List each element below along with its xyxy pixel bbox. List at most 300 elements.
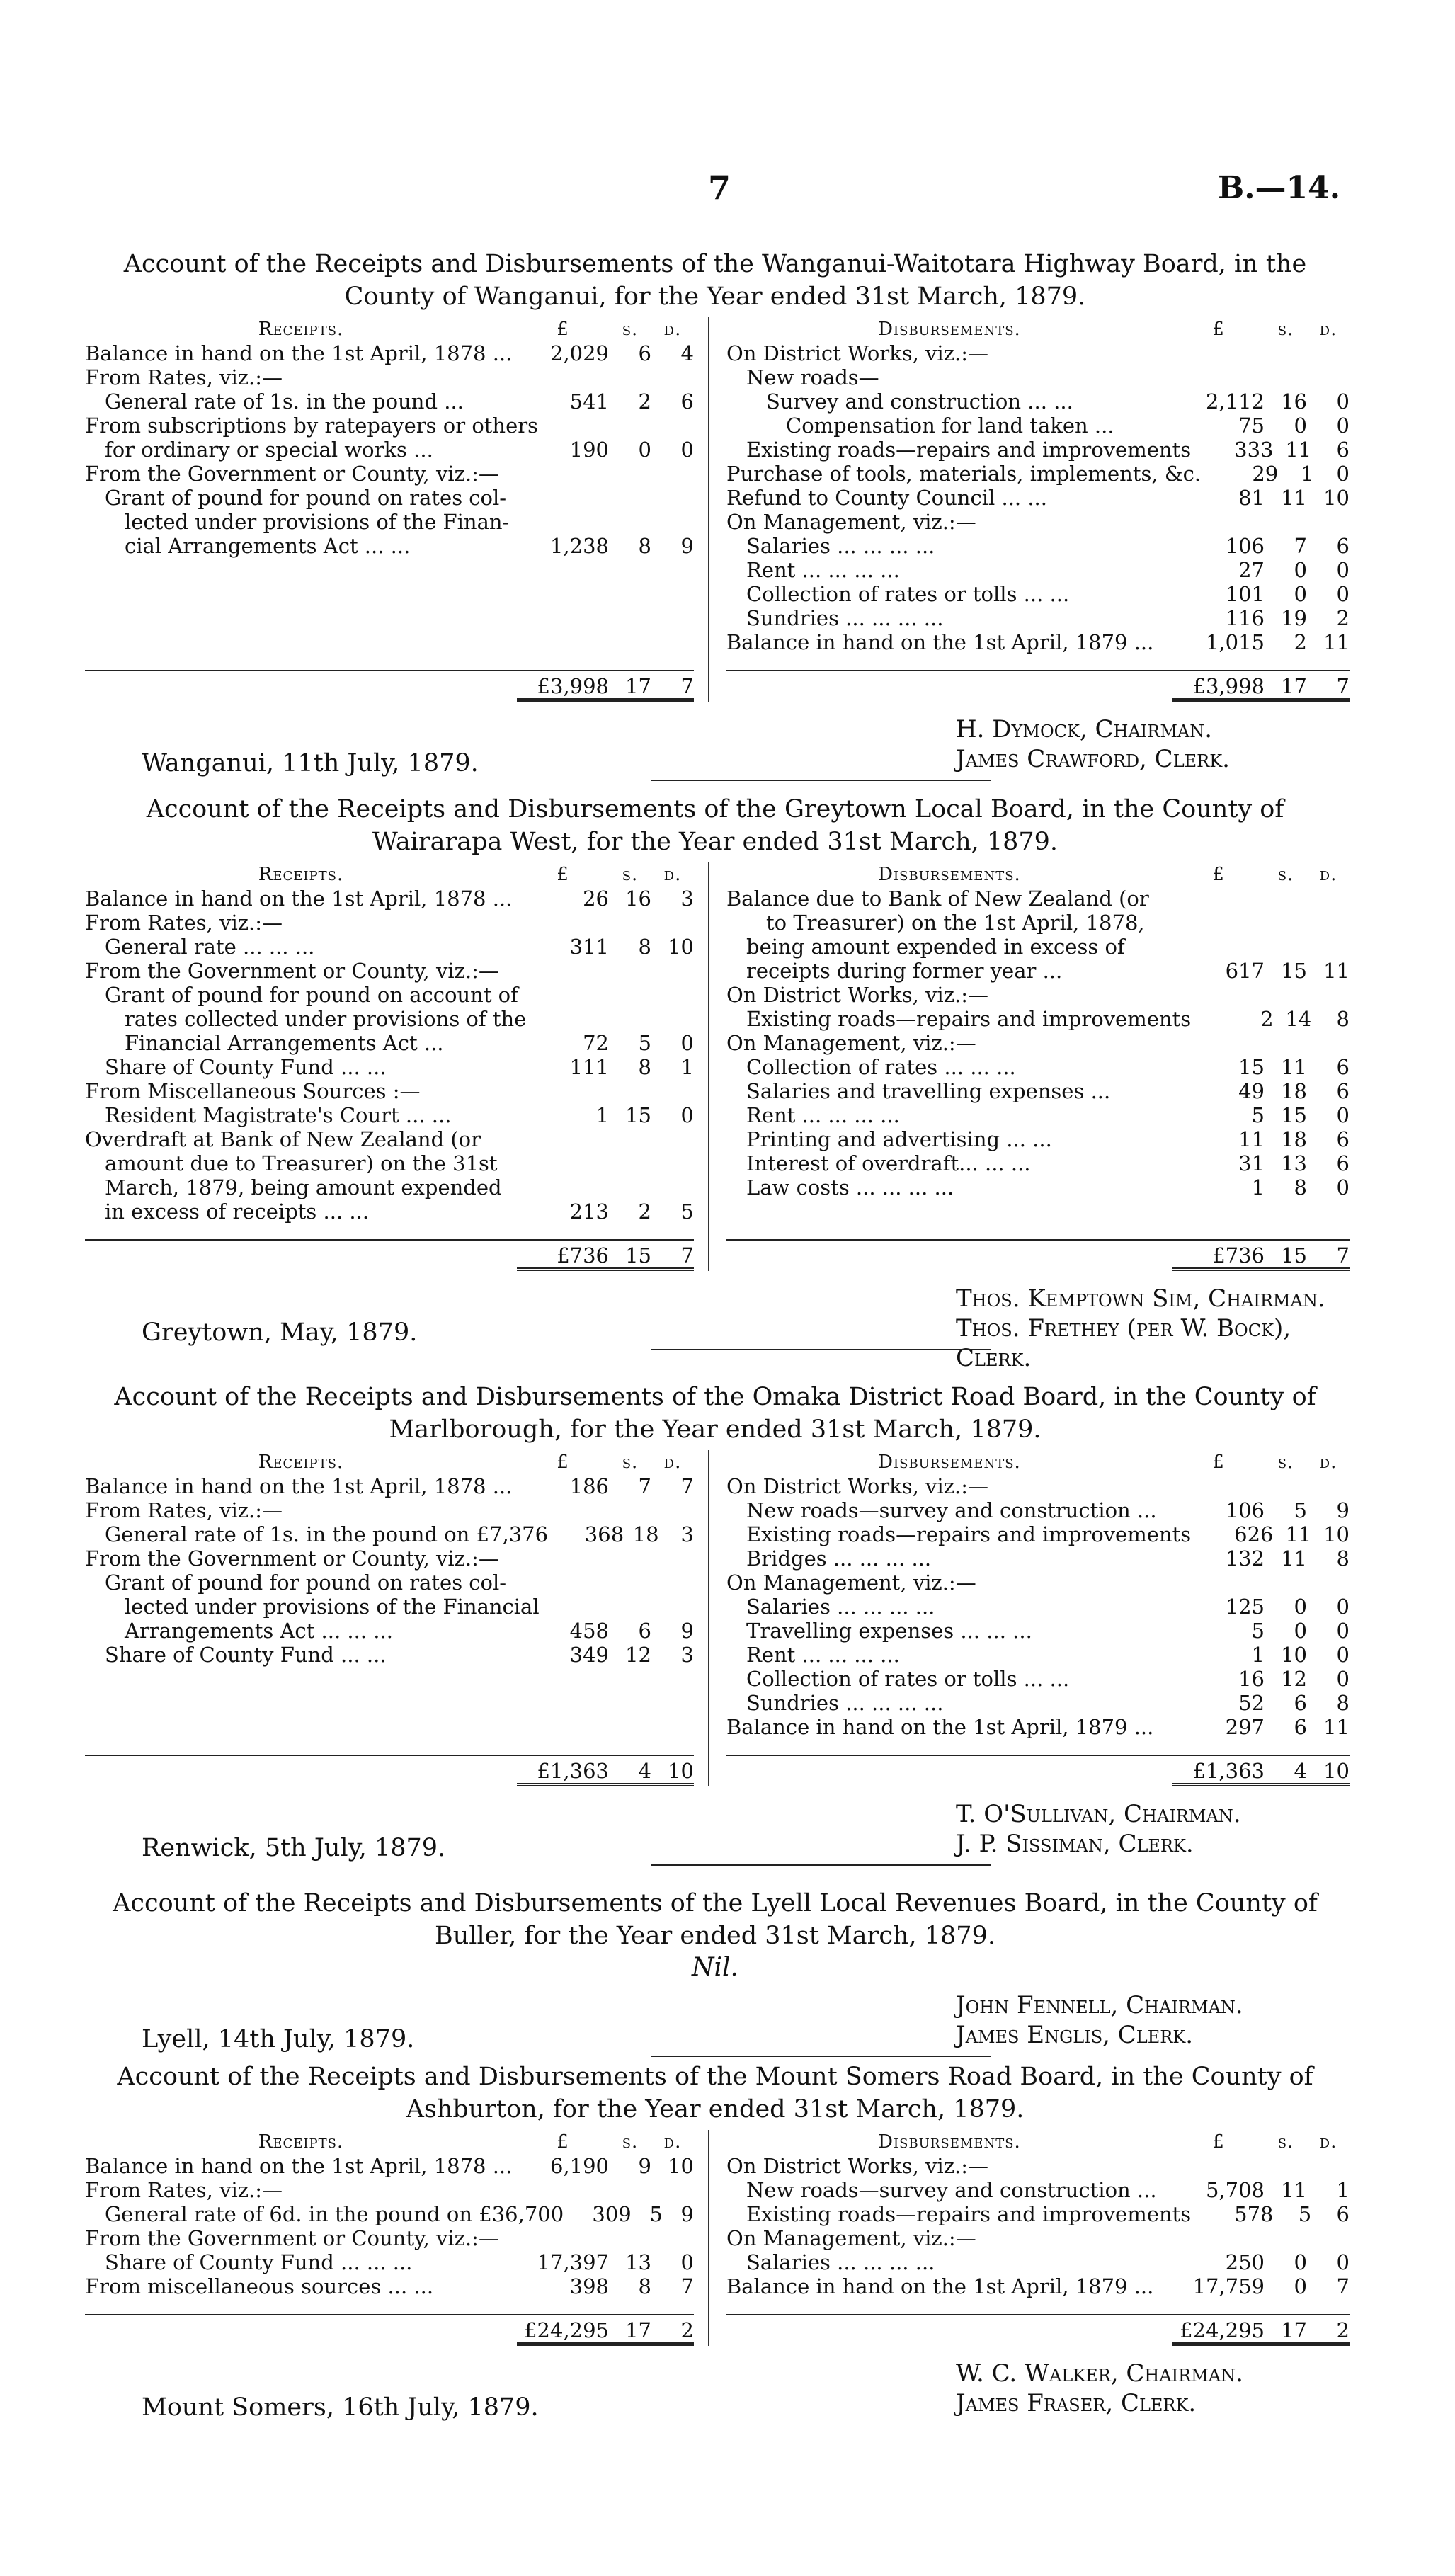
- shillings-value: 5: [638, 1031, 651, 1055]
- receipts-description: Share of County Fund ... ... ...: [105, 2250, 413, 2274]
- shillings-value: [1265, 887, 1307, 911]
- account-columns: [85, 2130, 1350, 2346]
- receipts-row: [85, 341, 694, 365]
- total-spacer: [726, 1759, 1172, 1786]
- disbursements-row: [726, 510, 1350, 534]
- total-pounds: £736: [1212, 1243, 1265, 1267]
- place-and-date: Lyell, 14th July, 1879.: [142, 2025, 415, 2053]
- pence-value: 10: [668, 2154, 694, 2178]
- total-values: [517, 1243, 694, 1271]
- disbursements-row: [726, 438, 1350, 462]
- disbursements-row: [726, 1007, 1350, 1031]
- disbursements-row: [726, 2250, 1350, 2274]
- chairman-signature: W. C. Walker, Chairman.: [956, 2359, 1243, 2388]
- receipts-header: [85, 862, 694, 887]
- disbursements-header-label: Disbursements.: [878, 2131, 1021, 2153]
- shillings-value: 11: [1281, 486, 1307, 510]
- disbursements-row: [726, 1643, 1350, 1667]
- pence-value: 4: [680, 341, 694, 365]
- pounds-value: 6,190: [549, 2154, 609, 2178]
- shillings-value: 11: [1285, 1522, 1312, 1546]
- shillings-value: [1265, 935, 1307, 959]
- disbursements-row: [726, 1595, 1350, 1619]
- shillings-value: [609, 911, 651, 935]
- pence-value: 9: [680, 534, 694, 558]
- total-shillings: 4: [1294, 1759, 1307, 1783]
- disbursements-description: Existing roads—repairs and improvements: [746, 1522, 1192, 1546]
- shillings-value: 6: [1294, 1691, 1307, 1715]
- receipts-row: [85, 1031, 694, 1055]
- receipts-description: Balance in hand on the 1st April, 1878 ...: [85, 887, 513, 911]
- place-and-date: Greytown, May, 1879.: [142, 1318, 418, 1347]
- disbursements-description: Salaries ... ... ... ...: [746, 534, 935, 558]
- place-and-date: Wanganui, 11th July, 1879.: [142, 749, 479, 777]
- receipts-row: [85, 1498, 694, 1522]
- pounds-value: [1172, 1031, 1265, 1055]
- shillings-value: [609, 486, 651, 510]
- shillings-value: [609, 1079, 651, 1103]
- pounds-value: [1172, 983, 1265, 1007]
- pounds-value: 190: [569, 438, 609, 462]
- disbursements-row: [726, 462, 1350, 486]
- pence-value: [651, 486, 694, 510]
- pounds-value: [517, 1079, 609, 1103]
- disbursements-row: [726, 365, 1350, 389]
- disbursements-description: On District Works, viz.:—: [726, 2154, 988, 2178]
- disbursements-row: [726, 1103, 1350, 1127]
- pounds-value: 17,759: [1192, 2274, 1265, 2298]
- pence-value: [651, 2178, 694, 2202]
- pence-value: 0: [1336, 389, 1350, 414]
- pounds-header: £: [557, 864, 569, 885]
- pounds-value: 1,238: [549, 534, 609, 558]
- account-title: Account of the Receipts and Disbursements of the Lyell Local Revenues Board, in the County of Buller, for the Year ended 31st March, 1879.: [113, 1889, 1318, 1950]
- signature-block: [85, 1990, 1345, 2058]
- receipts-description: From Rates, viz.:—: [85, 365, 283, 389]
- total-pounds: £1,363: [537, 1759, 609, 1783]
- pence-value: 6: [1336, 2202, 1350, 2226]
- disbursements-row: [726, 1175, 1350, 1199]
- shillings-value: 0: [1294, 582, 1307, 606]
- shillings-value: [609, 1175, 651, 1199]
- total-pence: 7: [1336, 1243, 1350, 1267]
- total-spacer: [85, 2318, 517, 2346]
- total-pounds: £736: [557, 1243, 609, 1267]
- shillings-header: s.: [1277, 864, 1294, 885]
- pence-header: d.: [1319, 319, 1337, 340]
- disbursements-row: [726, 1619, 1350, 1643]
- disbursements-description: Interest of overdraft... ... ...: [746, 1151, 1031, 1175]
- pounds-value: [1172, 341, 1265, 365]
- shillings-value: [609, 1546, 651, 1571]
- pence-value: 10: [668, 935, 694, 959]
- total-values: [517, 1759, 694, 1786]
- shillings-value: 2: [638, 389, 651, 414]
- pounds-value: 213: [569, 1199, 609, 1224]
- pounds-value: [517, 2178, 609, 2202]
- pounds-value: [517, 510, 609, 534]
- pence-value: 8: [1336, 1007, 1350, 1031]
- pounds-header: £: [557, 319, 569, 340]
- pence-value: [651, 1175, 694, 1199]
- pounds-value: [1172, 365, 1265, 389]
- disbursements-row: [726, 1715, 1350, 1739]
- nil-statement: Nil.: [692, 1953, 738, 1982]
- receipts-description: From the Government or County, viz.:—: [85, 2226, 499, 2250]
- pence-value: 8: [1336, 1691, 1350, 1715]
- chairman-signature: T. O'Sullivan, Chairman.: [956, 1800, 1241, 1828]
- receipts-row: [85, 1055, 694, 1079]
- disbursements-description: Travelling expenses ... ... ...: [746, 1619, 1032, 1643]
- receipts-header-label: Receipts.: [258, 864, 344, 885]
- shillings-value: [1265, 365, 1307, 389]
- pounds-value: 5,708: [1205, 2178, 1265, 2202]
- account-title: Account of the Receipts and Disbursements of the Wanganui-Waitotara Highway Board, in the County of Wanganui, for the Year ended 31st March, 1879.: [123, 250, 1307, 311]
- pence-value: 6: [1336, 1079, 1350, 1103]
- pence-value: [1307, 983, 1350, 1007]
- disbursements-description: Salaries ... ... ... ...: [746, 2250, 935, 2274]
- shillings-value: 14: [1285, 1007, 1312, 1031]
- disbursements-row: [726, 1031, 1350, 1055]
- column-spacer: [726, 1199, 1350, 1224]
- disbursements-row: [726, 1474, 1350, 1498]
- pounds-value: 1: [1251, 1175, 1265, 1199]
- receipts-row: [85, 2178, 694, 2202]
- shillings-value: 12: [1281, 1667, 1307, 1691]
- total-pence: 2: [1336, 2318, 1350, 2342]
- pence-value: 3: [680, 1522, 694, 1546]
- receipts-row: [85, 1175, 694, 1199]
- disbursements-description: Balance due to Bank of New Zealand (or: [726, 887, 1149, 911]
- shillings-value: [609, 959, 651, 983]
- disbursements-description: Existing roads—repairs and improvements: [746, 2202, 1192, 2226]
- receipts-description: in excess of receipts ... ...: [105, 1199, 370, 1224]
- clerk-signature: Thos. Frethey (per W. Bock), Clerk.: [956, 1314, 1291, 1372]
- pence-value: [1307, 365, 1350, 389]
- disbursements-header-label: Disbursements.: [878, 864, 1021, 885]
- shillings-value: 18: [1281, 1127, 1307, 1151]
- shillings-value: 0: [1294, 1619, 1307, 1643]
- disbursements-description: Balance in hand on the 1st April, 1879 ...: [726, 630, 1154, 654]
- pence-value: 6: [1336, 1127, 1350, 1151]
- disbursements-description: being amount expended in excess of: [746, 935, 1125, 959]
- shillings-value: [1265, 983, 1307, 1007]
- pounds-value: 309: [592, 2202, 632, 2226]
- disbursements-row: [726, 1522, 1350, 1546]
- pounds-value: [517, 2226, 609, 2250]
- total-row: [85, 2314, 694, 2346]
- disbursements-row: [726, 959, 1350, 983]
- pounds-value: 101: [1225, 582, 1265, 606]
- pounds-header: £: [1212, 864, 1225, 885]
- disbursements-row: [726, 1667, 1350, 1691]
- pence-value: 7: [680, 1474, 694, 1498]
- shillings-value: 5: [649, 2202, 663, 2226]
- pence-header: d.: [663, 319, 682, 340]
- shillings-value: 15: [625, 1103, 651, 1127]
- pounds-value: 75: [1238, 414, 1265, 438]
- pounds-value: [517, 1498, 609, 1522]
- disbursements-header-label: Disbursements.: [878, 319, 1021, 340]
- pence-value: [1307, 2226, 1350, 2250]
- disbursements-description: Compensation for land taken ...: [786, 414, 1114, 438]
- disbursements-description: to Treasurer) on the 1st April, 1878,: [766, 911, 1145, 935]
- shillings-value: 0: [638, 438, 651, 462]
- disbursements-row: [726, 2154, 1350, 2178]
- total-values: [517, 2318, 694, 2346]
- receipts-row: [85, 935, 694, 959]
- disbursements-row: [726, 911, 1350, 935]
- shillings-value: 1: [1301, 462, 1314, 486]
- pounds-header: £: [1212, 2131, 1225, 2153]
- section-divider: [651, 1864, 991, 1866]
- column-spacer: [85, 558, 694, 654]
- disbursements-description: Existing roads—repairs and improvements: [746, 438, 1192, 462]
- disbursements-row: [726, 1151, 1350, 1175]
- pounds-value: 1,015: [1205, 630, 1265, 654]
- disbursements-description: Collection of rates ... ... ...: [746, 1055, 1016, 1079]
- pence-value: [651, 1079, 694, 1103]
- pence-value: [651, 1546, 694, 1571]
- shillings-value: 8: [1294, 1175, 1307, 1199]
- total-shillings: 17: [625, 2318, 651, 2342]
- receipts-description: Balance in hand on the 1st April, 1878 ...: [85, 1474, 513, 1498]
- shillings-value: 18: [1281, 1079, 1307, 1103]
- pounds-value: 31: [1238, 1151, 1265, 1175]
- total-pounds: £1,363: [1192, 1759, 1265, 1783]
- pounds-value: 16: [1238, 1667, 1265, 1691]
- pence-value: 10: [1323, 486, 1350, 510]
- disbursements-description: Bridges ... ... ... ...: [746, 1546, 932, 1571]
- receipts-description: rates collected under provisions of the: [125, 1007, 527, 1031]
- receipts-description: General rate of 1s. in the pound on £7,376: [105, 1522, 549, 1546]
- receipts-row: [85, 887, 694, 911]
- pence-header: d.: [1319, 2131, 1337, 2153]
- receipts-row: [85, 534, 694, 558]
- disbursements-description: On Management, viz.:—: [726, 1571, 976, 1595]
- shillings-value: 15: [1281, 1103, 1307, 1127]
- pounds-value: 541: [569, 389, 609, 414]
- receipts-row: [85, 2202, 694, 2226]
- shillings-value: 7: [1294, 534, 1307, 558]
- shillings-value: 5: [1298, 2202, 1312, 2226]
- pounds-value: [1172, 935, 1265, 959]
- section-divider: [651, 1349, 991, 1350]
- disbursements-description: receipts during former year ...: [746, 959, 1063, 983]
- signatories: [956, 1284, 1345, 1373]
- pounds-value: 626: [1234, 1522, 1274, 1546]
- disbursements-description: New roads—: [746, 365, 879, 389]
- pence-value: 6: [680, 389, 694, 414]
- pence-value: [651, 2226, 694, 2250]
- pounds-value: 1: [1251, 1643, 1265, 1667]
- disbursements-row: [726, 582, 1350, 606]
- disbursements-header-label: Disbursements.: [878, 1452, 1021, 1473]
- receipts-row: [85, 1127, 694, 1151]
- disbursements-column: [709, 1450, 1350, 1786]
- receipts-row: [85, 1103, 694, 1127]
- total-shillings: 4: [638, 1759, 651, 1783]
- total-pounds: £3,998: [537, 674, 609, 698]
- shillings-value: [609, 2226, 651, 2250]
- disbursements-description: Collection of rates or tolls ... ...: [746, 582, 1070, 606]
- receipts-description: Grant of pound for pound on rates col-: [105, 1571, 507, 1595]
- disbursements-description: Balance in hand on the 1st April, 1879 ...: [726, 1715, 1154, 1739]
- total-spacer: [85, 674, 517, 702]
- pence-value: [656, 414, 694, 438]
- receipts-description: Balance in hand on the 1st April, 1878 ...: [85, 2154, 513, 2178]
- receipts-row: [85, 911, 694, 935]
- disbursements-header: [726, 2130, 1350, 2154]
- pence-value: [1307, 2154, 1350, 2178]
- shillings-value: 6: [638, 1619, 651, 1643]
- pence-header: d.: [1319, 1452, 1337, 1473]
- disbursements-header: [726, 862, 1350, 887]
- shillings-header: s.: [622, 319, 639, 340]
- receipts-description: From Rates, viz.:—: [85, 2178, 283, 2202]
- shillings-value: 8: [638, 534, 651, 558]
- shillings-value: [609, 1498, 651, 1522]
- shillings-value: 16: [1281, 389, 1307, 414]
- receipts-row: [85, 1007, 694, 1031]
- total-values: [1172, 2318, 1350, 2346]
- account-columns: [85, 862, 1350, 1271]
- pence-value: [1307, 911, 1350, 935]
- pence-header: d.: [663, 864, 682, 885]
- shillings-value: [613, 1007, 654, 1031]
- pounds-value: [517, 1546, 609, 1571]
- disbursements-row: [726, 1127, 1350, 1151]
- disbursements-row: [726, 1055, 1350, 1079]
- receipts-header-label: Receipts.: [258, 2131, 344, 2153]
- pence-value: 0: [1336, 1175, 1350, 1199]
- total-spacer: [726, 2318, 1172, 2346]
- pence-value: [1307, 510, 1350, 534]
- pence-value: 0: [680, 2250, 694, 2274]
- pounds-value: 368: [584, 1522, 624, 1546]
- pounds-value: 116: [1225, 606, 1265, 630]
- disbursements-description: On Management, viz.:—: [726, 2226, 976, 2250]
- receipts-header: [85, 2130, 694, 2154]
- shillings-value: [1265, 2154, 1307, 2178]
- shillings-value: 8: [638, 1055, 651, 1079]
- pence-value: [1307, 1031, 1350, 1055]
- receipts-header-label: Receipts.: [258, 319, 344, 340]
- shillings-value: 0: [1294, 558, 1307, 582]
- pence-value: 7: [680, 2274, 694, 2298]
- shillings-value: 0: [1294, 414, 1307, 438]
- receipts-row: [85, 2274, 694, 2298]
- pounds-value: 250: [1225, 2250, 1265, 2274]
- receipts-header: [85, 317, 694, 341]
- receipts-row: [85, 438, 694, 462]
- account-columns: [85, 317, 1350, 702]
- receipts-description: From the Government or County, viz.:—: [85, 462, 499, 486]
- receipts-row: [85, 2226, 694, 2250]
- pounds-value: [517, 1175, 609, 1199]
- pence-value: 0: [1336, 462, 1350, 486]
- receipts-row: [85, 983, 694, 1007]
- pounds-value: [1172, 1474, 1265, 1498]
- receipts-row: [85, 365, 694, 389]
- pence-header: d.: [1319, 864, 1337, 885]
- receipts-row: [85, 1199, 694, 1224]
- total-shillings: 17: [1281, 674, 1307, 698]
- pounds-value: 2,112: [1205, 389, 1265, 414]
- receipts-description: cial Arrangements Act ... ...: [125, 534, 411, 558]
- total-row: [726, 1239, 1350, 1271]
- total-pence: 7: [680, 674, 694, 698]
- disbursements-description: New roads—survey and construction ...: [746, 1498, 1157, 1522]
- disbursements-description: Salaries ... ... ... ...: [746, 1595, 935, 1619]
- shillings-value: [620, 1595, 656, 1619]
- shillings-value: 11: [1281, 1546, 1307, 1571]
- pounds-value: [1172, 911, 1265, 935]
- receipts-row: [85, 1151, 694, 1175]
- pence-value: 7: [1336, 2274, 1350, 2298]
- pence-value: [651, 959, 694, 983]
- shillings-value: 8: [638, 935, 651, 959]
- receipts-row: [85, 959, 694, 983]
- receipts-description: Grant of pound for pound on rates col-: [105, 486, 507, 510]
- pence-value: 0: [1336, 1643, 1350, 1667]
- shillings-value: 0: [1294, 2274, 1307, 2298]
- total-values: [517, 674, 694, 702]
- total-pence: 7: [1336, 674, 1350, 698]
- disbursements-description: Rent ... ... ... ...: [746, 558, 900, 582]
- disbursements-row: [726, 1498, 1350, 1522]
- shillings-value: [1265, 1474, 1307, 1498]
- pounds-value: [517, 1151, 609, 1175]
- pounds-value: 617: [1225, 959, 1265, 983]
- shillings-header: s.: [622, 2131, 639, 2153]
- total-row: [726, 670, 1350, 702]
- pence-value: 10: [1323, 1522, 1350, 1546]
- receipts-column: [85, 1450, 709, 1786]
- receipts-column: [85, 317, 709, 702]
- disbursements-description: On Management, viz.:—: [726, 1031, 976, 1055]
- receipts-description: Financial Arrangements Act ...: [125, 1031, 444, 1055]
- total-row: [726, 2314, 1350, 2346]
- document-reference: B.—14.: [1218, 170, 1341, 206]
- pence-value: 2: [1336, 606, 1350, 630]
- pounds-value: [517, 1127, 609, 1151]
- total-spacer: [726, 1243, 1172, 1271]
- disbursements-row: [726, 887, 1350, 911]
- signature-block: [85, 1799, 1345, 1867]
- pence-value: 0: [1336, 1595, 1350, 1619]
- chairman-signature: John Fennell, Chairman.: [956, 1991, 1243, 2019]
- disbursements-description: Survey and construction ... ...: [766, 389, 1073, 414]
- pence-value: [651, 1127, 694, 1151]
- signature-block: [85, 714, 1345, 782]
- receipts-description: lected under provisions of the Financial: [125, 1595, 540, 1619]
- pence-value: [1307, 341, 1350, 365]
- shillings-value: [609, 1571, 651, 1595]
- signatories: [956, 714, 1230, 774]
- total-row: [726, 1755, 1350, 1786]
- receipts-row: [85, 2154, 694, 2178]
- pence-value: 3: [680, 1643, 694, 1667]
- shillings-value: 8: [638, 2274, 651, 2298]
- pence-value: 0: [1336, 1667, 1350, 1691]
- pence-value: 1: [680, 1055, 694, 1079]
- pence-value: 6: [1336, 1055, 1350, 1079]
- total-pence: 10: [1323, 1759, 1350, 1783]
- pounds-value: [1172, 887, 1265, 911]
- pence-value: [1307, 1474, 1350, 1498]
- receipts-column: [85, 862, 709, 1271]
